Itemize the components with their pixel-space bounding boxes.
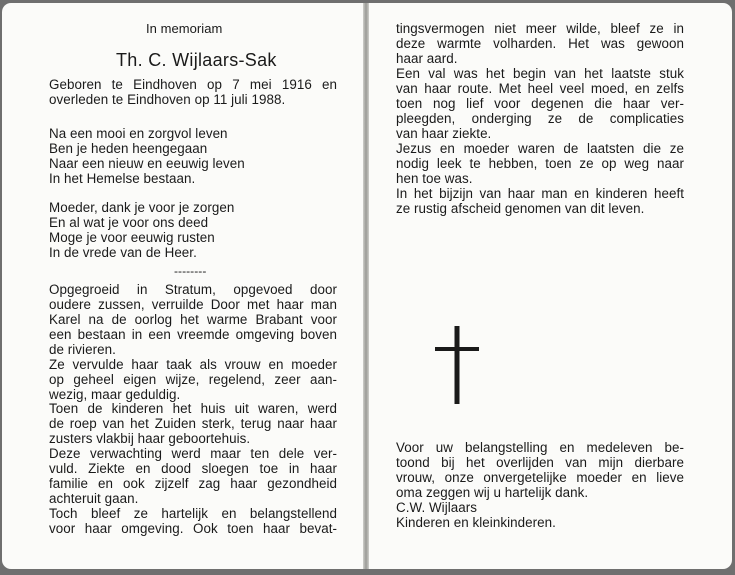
- latin-cross-icon: [435, 326, 479, 404]
- continuation-line: Een val was het begin van het laatste stuk: [396, 66, 684, 81]
- continuation-line: hen toe was.: [396, 171, 473, 186]
- continuation-line: deze warmte volharden. Het was gewoon: [396, 36, 684, 51]
- poem-line: En al wat je voor ons deed: [49, 215, 209, 230]
- bio-line: een bestaan in een vreemde omgeving boven: [49, 327, 337, 342]
- thanks-line: toond bij het overlijden van mijn dierbare: [396, 455, 684, 470]
- bio-line: Karel na de oorlog het warme Brabant voor: [49, 312, 337, 327]
- continuation-line: van haar route. Met heel veel moed, en zelfs: [396, 81, 684, 96]
- continuation-line: toen nog lief voor degenen die haar ver-: [396, 96, 684, 111]
- bio-line: Toen de kinderen het huis uit waren, werd: [49, 401, 337, 416]
- signature-family: Kinderen en kleinkinderen.: [396, 515, 556, 530]
- bio-line: Toch bleef ze hartelijk en belangstellend: [49, 506, 337, 521]
- bio-line: wezig, maar geduldig.: [49, 387, 181, 402]
- signature-name: C.W. Wijlaars: [396, 500, 477, 515]
- bio-line: vuld. Ziekte en dood sloegen toe in haar: [49, 461, 337, 476]
- continuation-line: nodig leek te hebben, toen ze op weg naar: [396, 156, 684, 171]
- section-separator: --------: [174, 264, 207, 278]
- poem-line: In het Hemelse bestaan.: [49, 171, 196, 186]
- poem-line: In de vrede van de Heer.: [49, 245, 197, 260]
- birth-line: Geboren te Eindhoven op 7 mei 1916 en: [49, 77, 337, 92]
- death-line: overleden te Eindhoven op 11 juli 1988.: [49, 92, 286, 107]
- poem-line: Ben je heden heengegaan: [49, 141, 208, 156]
- continuation-line: haar aard.: [396, 51, 458, 66]
- poem-line: Moeder, dank je voor je zorgen: [49, 200, 235, 215]
- bio-line: voor haar omgeving. Ook toen haar bevat-: [49, 521, 337, 536]
- continuation-line: ze rustig afscheid genomen van dit leven.: [396, 201, 645, 216]
- continuation-line: tingsvermogen niet meer wilde, bleef ze in: [396, 21, 684, 36]
- continuation-line: In het bijzijn van haar man en kinderen heeft: [396, 186, 684, 201]
- continuation-line: Jezus en moeder waren de laatsten die ze: [396, 141, 684, 156]
- bio-line: de roep van het Zuiden sterk, terug naar haar: [49, 416, 337, 431]
- bio-line: oudere zussen, verruilde Door met haar man: [49, 297, 337, 312]
- poem-line: Moge je voor eeuwig rusten: [49, 230, 215, 245]
- continuation-line: pleegden, onderging ze de complicaties: [396, 111, 684, 126]
- thanks-line: oma zeggen wij u hartelijk dank.: [396, 485, 589, 500]
- thanks-line: vrouw, onze onvergetelijke moeder en lieve: [396, 470, 684, 485]
- bio-line: zusters vlakbij haar geboortehuis.: [49, 431, 251, 446]
- bio-line: familie en ook zijzelf zag haar gezondheid: [49, 476, 337, 491]
- continuation-line: van haar ziekte.: [396, 126, 492, 141]
- bio-line: Ze vervulde haar taak als vrouw en moeder: [49, 357, 337, 372]
- bio-line: de rivieren.: [49, 342, 116, 357]
- memoriam-header: In memoriam: [146, 21, 223, 36]
- bio-line: Deze verwachting werd maar ten dele ver-: [49, 446, 337, 461]
- poem-line: Naar een nieuw en eeuwig leven: [49, 156, 245, 171]
- bio-line: achteruit gaan.: [49, 491, 139, 506]
- thanks-line: Voor uw belangstelling en medeleven be-: [396, 440, 684, 455]
- bio-line: op geheel eigen wijze, regelend, zeer aan-: [49, 372, 337, 387]
- poem-line: Na een mooi en zorgvol leven: [49, 126, 228, 141]
- bio-line: Opgegroeid in Stratum, opgevoed door: [49, 282, 337, 297]
- deceased-name: Th. C. Wijlaars-Sak: [116, 50, 277, 70]
